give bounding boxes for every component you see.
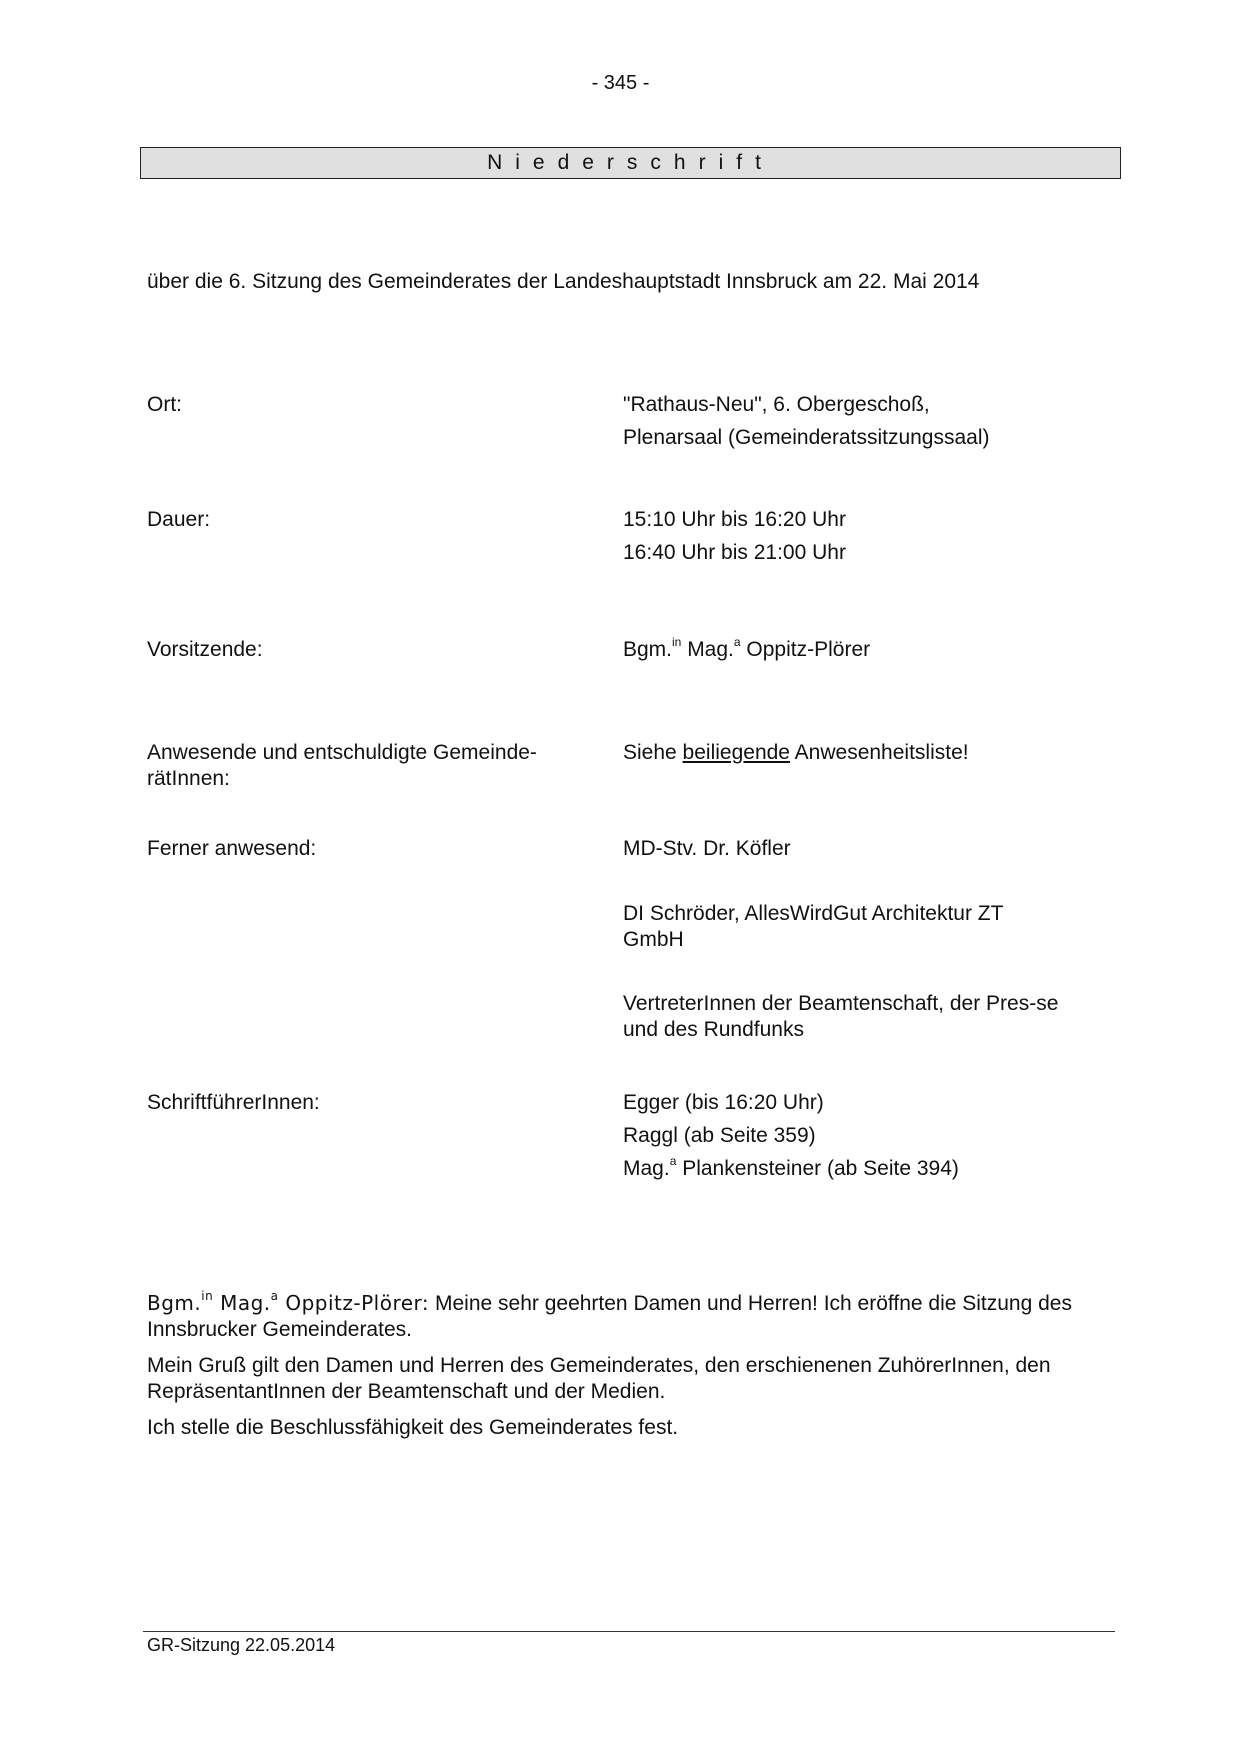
value-anwesende: Siehe beiliegende Anwesenheitsliste! [623,741,969,764]
value-dauer-line1: 15:10 Uhr bis 16:20 Uhr [623,508,846,531]
label-schriftfuehrer: SchriftführerInnen: [147,1091,320,1114]
speaker-name: Bgm.$^{in}$ Mag.$^a$ Oppitz-Plörer: [147,1289,430,1315]
speech-paragraph-2: Mein Gruß gilt den Damen und Herren des Gemeinderates, den erschienenen ZuhörerInnen, den RepräsentantInnen der Beamtenschaft und der Medien. [147,1354,1051,1403]
value-vorsitzende: Bgm.$^{in}$ Mag.$^a$ Oppitz-Plörer [623,635,871,661]
label-anwesende: Anwesende und entschuldigte Gemeinde-rätInnen: [147,741,537,790]
beiliegende-link: beiliegende [682,741,790,764]
document-title: Niederschrift [140,147,1121,179]
page-number: - 345 - [591,72,650,94]
footer-divider [143,1631,1115,1632]
value-ort-line1: "Rathaus-Neu", 6. Obergeschoß, [623,393,930,416]
label-ort: Ort: [147,393,182,416]
value-schriftfuehrer-2: Raggl (ab Seite 359) [623,1124,816,1147]
label-vorsitzende: Vorsitzende: [147,638,263,661]
footer-text: GR-Sitzung 22.05.2014 [147,1635,336,1655]
value-dauer-line2: 16:40 Uhr bis 21:00 Uhr [623,541,846,564]
value-schriftfuehrer-1: Egger (bis 16:20 Uhr) [623,1091,824,1114]
speech-paragraph-3: Ich stelle die Beschlussfähigkeit des Gemeinderates fest. [147,1416,679,1439]
value-ort-line2: Plenarsaal (Gemeinderatssitzungssaal) [623,426,990,449]
opening-speech [147,1290,1107,1451]
value-ferner-3: VertreterInnen der Beamtenschaft, der Pres-se und des Rundfunks [623,992,1059,1041]
value-ferner-1: MD-Stv. Dr. Köfler [623,837,791,860]
label-ferner: Ferner anwesend: [147,837,317,860]
intro-line: über die 6. Sitzung des Gemeinderates der Landeshauptstadt Innsbruck am 22. Mai 2014 [147,270,980,293]
speech-paragraph-1: Bgm.$^{in}$ Mag.$^a$ Oppitz-Plörer: Meine sehr geehrten Damen und Herren! Ich eröffne die Sitzung des Innsbrucker Gemeinderates. [147,1289,1072,1341]
value-ferner-2: DI Schröder, AllesWirdGut Architektur ZT GmbH [623,902,1004,951]
label-dauer: Dauer: [147,508,211,531]
value-schriftfuehrer-3: Mag.$^a$ Plankensteiner (ab Seite 394) [623,1154,959,1180]
